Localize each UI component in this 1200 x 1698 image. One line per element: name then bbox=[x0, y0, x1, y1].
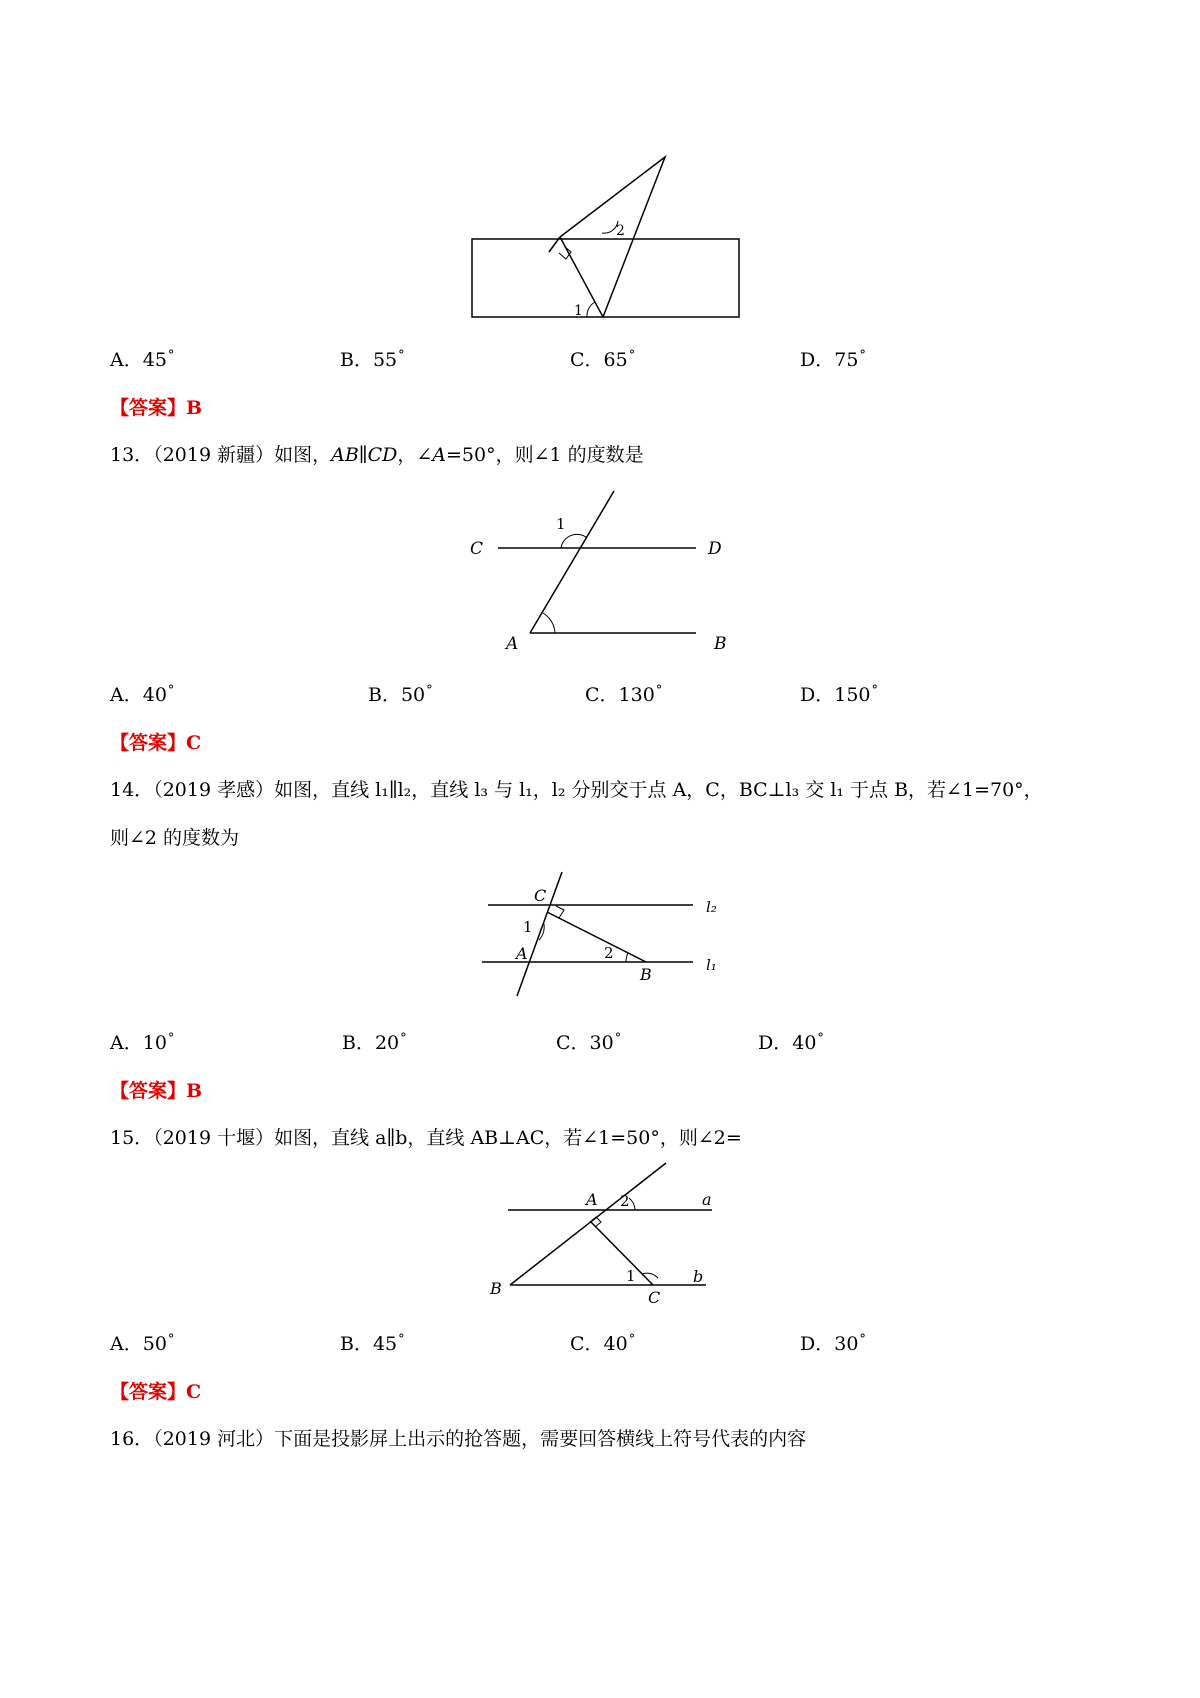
q13-option-a: A．40° bbox=[110, 682, 175, 706]
q15-option-d: D．30° bbox=[800, 1331, 866, 1355]
q13-label-A: A bbox=[506, 634, 519, 654]
q13-label-C: C bbox=[470, 539, 484, 559]
q12-answer: 【答案】B bbox=[110, 397, 203, 419]
q14-figure bbox=[480, 870, 740, 1000]
q15-option-b: B．45° bbox=[340, 1331, 405, 1355]
q14-question-line2: 则∠2 的度数为 bbox=[110, 827, 240, 849]
q13-option-b: B．50° bbox=[368, 682, 433, 706]
q14-label-B: B bbox=[640, 965, 652, 984]
q14-label-C: C bbox=[534, 886, 547, 905]
q14-option-a: A．10° bbox=[110, 1030, 175, 1054]
q14-option-c: C．30° bbox=[556, 1030, 622, 1054]
q15-label-a: a bbox=[702, 1190, 712, 1209]
q12-option-d: D．75° bbox=[800, 347, 866, 371]
q16-question: 16．（2019 河北）下面是投影屏上出示的抢答题，需要回答横线上符号代表的内容 bbox=[110, 1428, 807, 1450]
q13-option-d: D．150° bbox=[800, 682, 878, 706]
q14-answer: 【答案】B bbox=[110, 1080, 203, 1102]
q14-option-b: B．20° bbox=[342, 1030, 407, 1054]
q13-option-c: C．130° bbox=[585, 682, 663, 706]
q14-question-line1: 14．（2019 孝感）如图，直线 l₁∥l₂，直线 l₃ 与 l₁，l₂ 分别交于点 A，C，BC⊥l₃ 交 l₁ 于点 B，若∠1=70°， bbox=[110, 779, 1043, 801]
q13-label-B: B bbox=[714, 634, 727, 654]
q13-figure bbox=[460, 485, 740, 655]
q15-option-c: C．40° bbox=[570, 1331, 636, 1355]
q14-angle1-label: 1 bbox=[523, 918, 533, 936]
q15-label-b: b bbox=[693, 1267, 704, 1286]
q12-option-b: B．55° bbox=[340, 347, 405, 371]
q15-question: 15．（2019 十堰）如图，直线 a∥b，直线 AB⊥AC，若∠1=50°，则∠2= bbox=[110, 1127, 742, 1149]
q14-label-A: A bbox=[516, 944, 528, 963]
q15-label-C: C bbox=[648, 1288, 661, 1305]
q13-label-D: D bbox=[708, 539, 722, 559]
q12-angle2-label: 2 bbox=[616, 223, 625, 239]
q15-label-A: A bbox=[586, 1190, 598, 1209]
q15-answer: 【答案】C bbox=[110, 1381, 202, 1403]
q13-question: 13．（2019 新疆）如图，AB∥CD，∠A=50°，则∠1 的度数是 bbox=[110, 444, 644, 466]
q15-figure bbox=[480, 1160, 730, 1305]
q15-angle1-label: 1 bbox=[626, 1267, 636, 1285]
q12-angle1-label: 1 bbox=[574, 303, 583, 319]
q15-option-a: A．50° bbox=[110, 1331, 175, 1355]
q15-label-B: B bbox=[490, 1279, 502, 1298]
q14-label-l2: l₂ bbox=[706, 898, 717, 916]
q14-option-d: D．40° bbox=[758, 1030, 824, 1054]
q12-option-a: A．45° bbox=[110, 347, 175, 371]
q14-label-l1: l₁ bbox=[706, 956, 717, 974]
q15-angle2-label: 2 bbox=[620, 1192, 630, 1210]
q14-angle2-label: 2 bbox=[604, 944, 614, 962]
q13-answer: 【答案】C bbox=[110, 732, 202, 754]
q12-figure bbox=[460, 155, 750, 330]
q12-option-c: C．65° bbox=[570, 347, 636, 371]
q13-angle1-label: 1 bbox=[556, 515, 566, 533]
